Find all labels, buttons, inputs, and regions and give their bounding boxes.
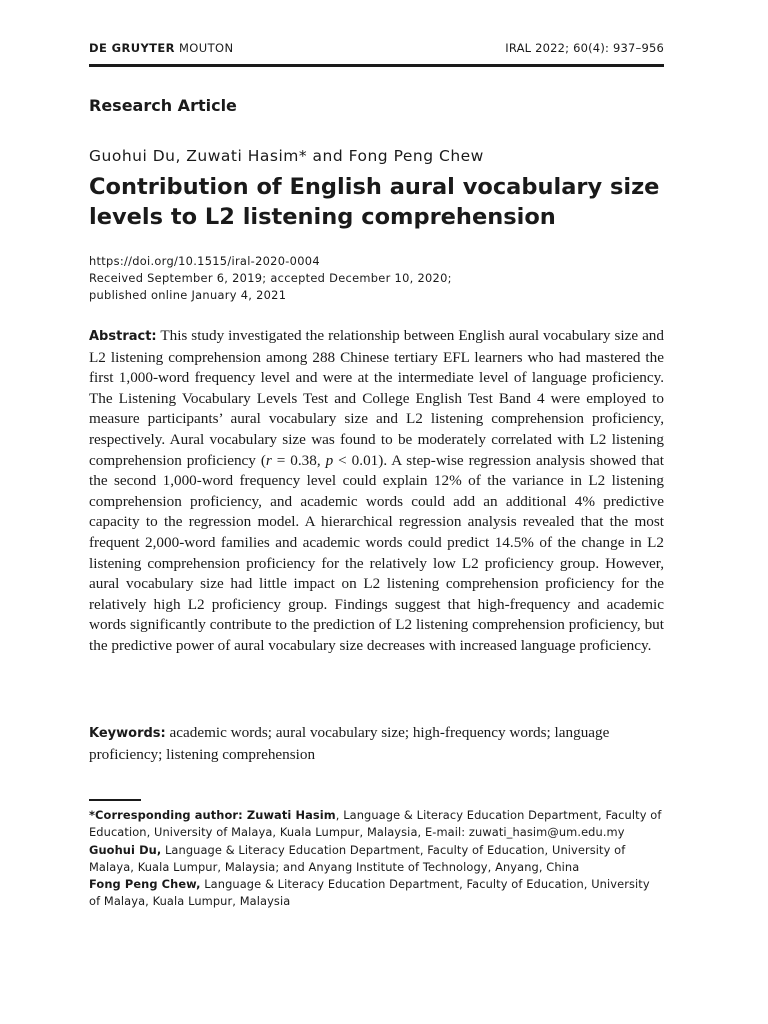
doi-link[interactable]: https://doi.org/10.1515/iral-2020-0004: [89, 254, 320, 268]
corresponding-label: *Corresponding author: Zuwati Hasim: [89, 808, 336, 822]
running-header: [89, 41, 664, 57]
abstract-r-symbol: r: [265, 451, 272, 469]
article-type: Research Article: [89, 96, 237, 115]
footnote-chew: [89, 876, 664, 911]
chew-label: Fong Peng Chew,: [89, 877, 201, 892]
paper-title: Contribution of English aural vocabulary size levels to L2 listening comprehension: [89, 174, 660, 230]
footnote-corresponding: [89, 807, 664, 842]
footnote-du: [89, 842, 664, 877]
abstract-p-symbol: p: [325, 451, 334, 469]
du-text: Language & Literacy Education Department, Faculty of Education, University of Malaya, Kuala Lumpur, Malaysia; and Anyang Institute of Technology, Anyang, China: [89, 842, 626, 874]
published-date: published online January 4, 2021: [89, 288, 287, 302]
abstract-text-2: = 0.38,: [271, 451, 326, 469]
author-footnotes: [89, 807, 664, 911]
author-list: Guohui Du, Zuwati Hasim* and Fong Peng Chew: [89, 147, 484, 165]
corresponding-text: , Language & Literacy Education Department, Faculty of Education, University of Malaya, Kuala Lumpur, Malaysia, E-mail: zuwati_hasim@um.edu.my: [89, 808, 662, 840]
abstract-text-3: < 0.01). A step-wise regression analysis showed that the second 1,000-word frequency level could explain 12% of the variance in L2 listening comprehension proficiency, and academic words could add an additional 4% predictive capacity to the regression model. A hierarchical regression analysis revealed that the most frequent 2,000-word families and academic words could predict 14.5% of the change in L2 listening comprehension proficiency for the relatively low L2 proficiency group. However, aural vocabulary size had little impact on L2 listening comprehension proficiency for the relatively high L2 proficiency group. Findings suggest that high-frequency and academic words significantly contribute to the prediction of L2 listening comprehension proficiency, but the predictive power of aural vocabulary size decreases with increased language proficiency.: [89, 451, 664, 654]
keywords-label: Keywords:: [89, 726, 166, 741]
abstract-label: Abstract:: [89, 329, 157, 344]
journal-citation: IRAL 2022; 60(4): 937–956: [505, 41, 664, 55]
keywords: [89, 723, 664, 765]
article-meta: [89, 253, 452, 304]
chew-text: Language & Literacy Education Department, Faculty of Education, University of Malaya, Kuala Lumpur, Malaysia: [89, 877, 650, 909]
publisher-bold: DE GRUYTER: [89, 41, 175, 55]
footnote-rule: [89, 799, 141, 801]
abstract-text-1: This study investigated the relationship between English aural vocabulary size and L2 listening comprehension among 288 Chinese tertiary EFL learners who had mastered the first 1,000-word frequency level and were at the intermediate level of language proficiency. The Listening Vocabulary Levels Test and College English Test Band 4 were employed to measure participants’ aural vocabulary size and L2 listening comprehension proficiency, respectively. Aural vocabulary size was found to be moderately correlated with L2 listening comprehension proficiency (: [89, 327, 664, 469]
publisher-rest: MOUTON: [174, 41, 234, 55]
header-rule: [89, 64, 664, 67]
du-label: Guohui Du,: [89, 842, 162, 857]
keywords-text: academic words; aural vocabulary size; high-frequency words; language proficiency; listening comprehension: [89, 724, 610, 763]
publisher-name: [89, 41, 233, 55]
abstract: [89, 326, 664, 657]
received-date: Received September 6, 2019; accepted December 10, 2020;: [89, 271, 452, 285]
